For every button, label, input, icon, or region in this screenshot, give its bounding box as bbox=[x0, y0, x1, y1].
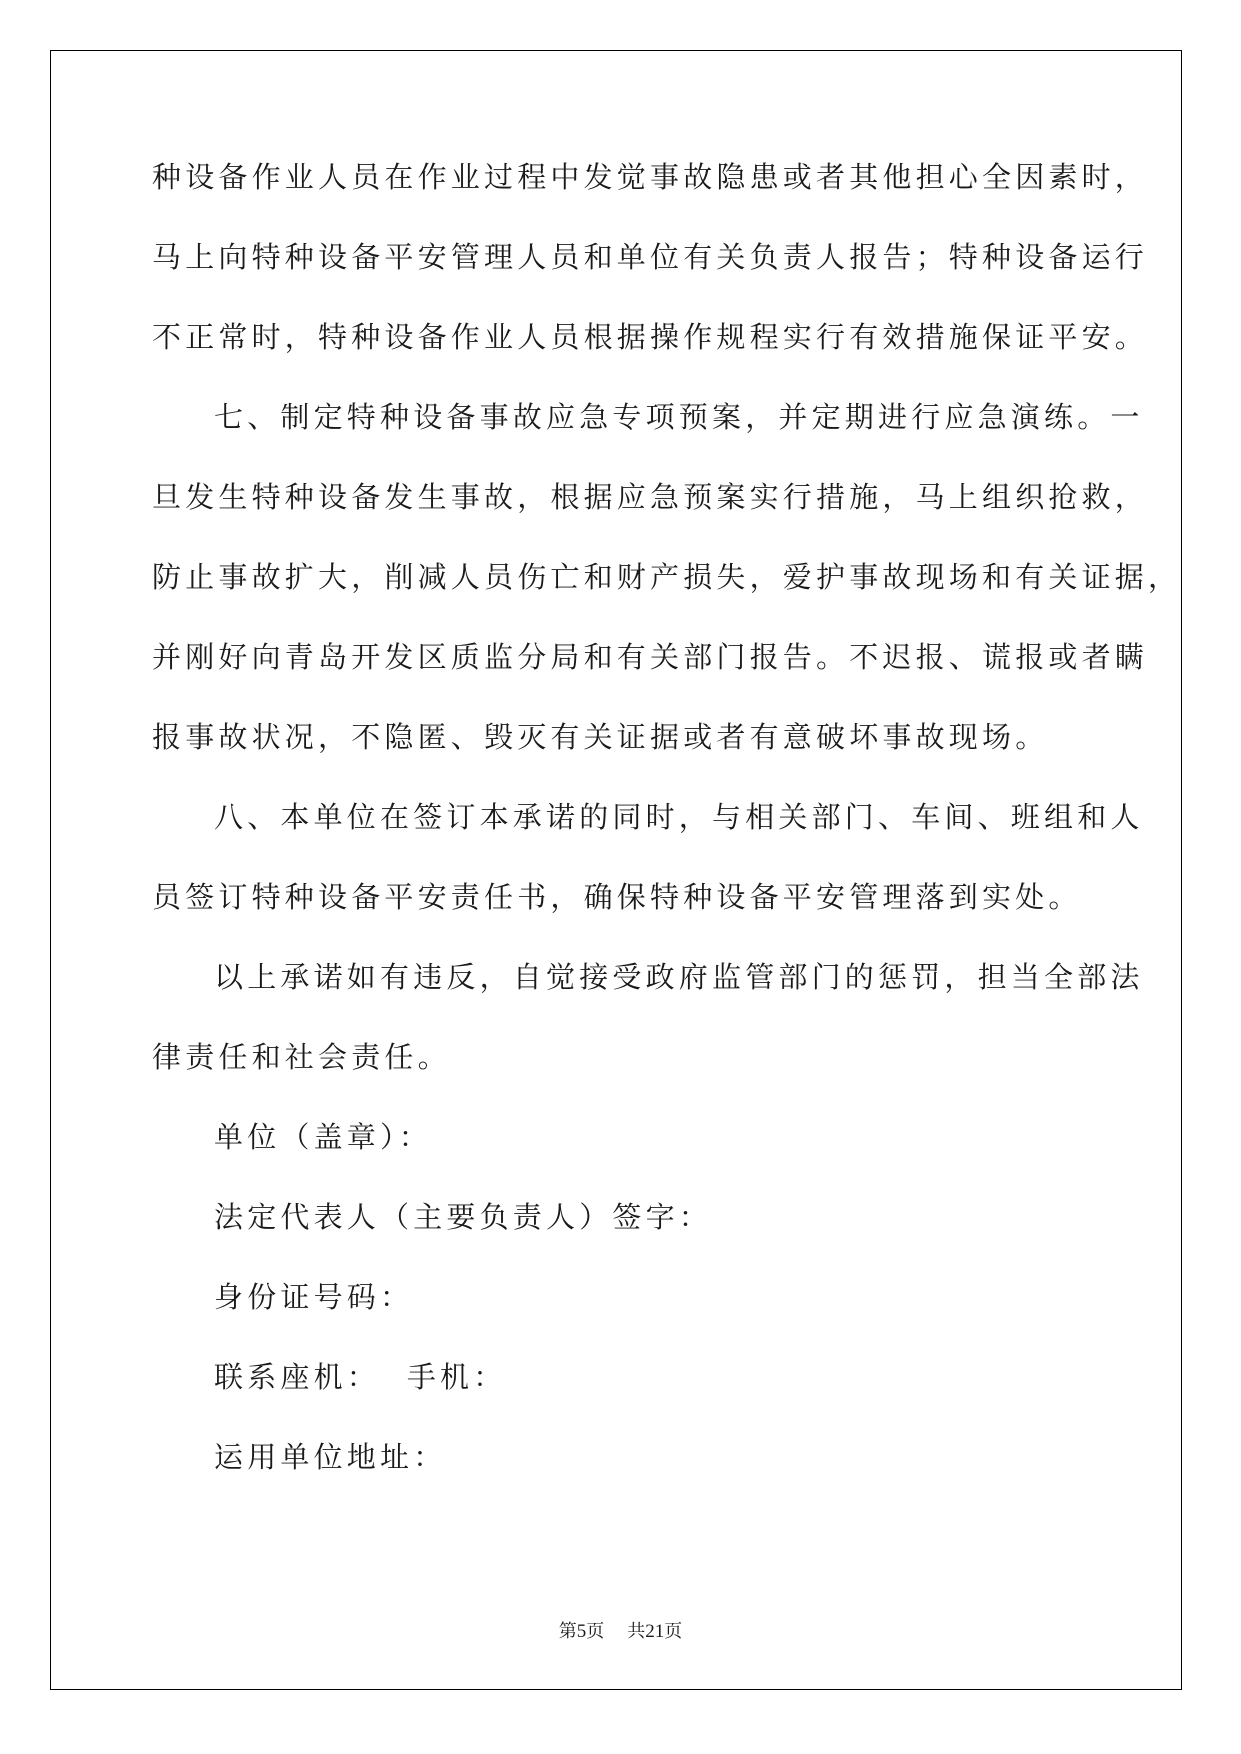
body-line: 以上承诺如有违反，自觉接受政府监管部门的惩罚，担当全部法 bbox=[214, 960, 1144, 994]
contact-phone-label: 联系座机： 手机： bbox=[214, 1360, 507, 1394]
body-line: 不正常时，特种设备作业人员根据操作规程实行有效措施保证平安。 bbox=[152, 320, 1149, 354]
footer-page-suffix: 页 bbox=[586, 1621, 605, 1642]
body-line: 报事故状况，不隐匿、毁灭有关证据或者有意破坏事故现场。 bbox=[152, 720, 1049, 754]
id-number-label: 身份证号码： bbox=[214, 1280, 414, 1314]
body-line: 并刚好向青岛开发区质监分局和有关部门报告。不迟报、谎报或者瞒 bbox=[152, 640, 1149, 674]
unit-seal-label: 单位（盖章）： bbox=[214, 1120, 432, 1154]
body-line: 七、制定特种设备事故应急专项预案，并定期进行应急演练。一 bbox=[214, 400, 1144, 434]
footer-total-suffix: 页 bbox=[664, 1621, 683, 1642]
footer-prefix: 第 bbox=[558, 1621, 577, 1642]
body-line: 马上向特种设备平安管理人员和单位有关负责人报告；特种设备运行 bbox=[152, 240, 1149, 274]
body-line: 八、本单位在签订本承诺的同时，与相关部门、车间、班组和人 bbox=[214, 800, 1144, 834]
total-pages: 21 bbox=[645, 1621, 665, 1642]
body-line: 种设备作业人员在作业过程中发觉事故隐患或者其他担心全因素时， bbox=[152, 160, 1149, 194]
page-footer bbox=[0, 1617, 1241, 1643]
unit-address-label: 运用单位地址： bbox=[214, 1440, 447, 1474]
page-number: 5 bbox=[576, 1621, 587, 1642]
body-line: 律责任和社会责任。 bbox=[152, 1040, 451, 1074]
footer-total-prefix: 共 bbox=[627, 1621, 646, 1642]
body-line: 旦发生特种设备发生事故，根据应急预案实行措施，马上组织抢救， bbox=[152, 480, 1149, 514]
legal-rep-signature-label: 法定代表人（主要负责人）签字： bbox=[214, 1200, 713, 1234]
body-line: 防止事故扩大，削减人员伤亡和财产损失，爱护事故现场和有关证据， bbox=[152, 560, 1182, 594]
body-line: 员签订特种设备平安责任书，确保特种设备平安管理落到实处。 bbox=[152, 880, 1082, 914]
